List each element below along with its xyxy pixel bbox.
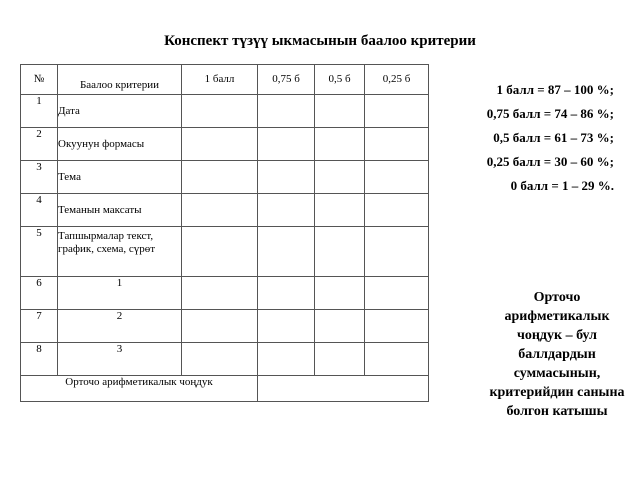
score-cell[interactable] (258, 227, 315, 277)
header-025-ball: 0,25 б (365, 65, 429, 95)
score-cell[interactable] (182, 128, 258, 161)
score-cell[interactable] (182, 227, 258, 277)
table-row (21, 95, 429, 128)
header-1-ball: 1 балл (182, 65, 258, 95)
score-cell[interactable] (365, 343, 429, 376)
score-scale (487, 78, 614, 198)
score-cell[interactable] (258, 194, 315, 227)
score-cell[interactable] (365, 161, 429, 194)
scale-line: 1 балл = 87 – 100 %; (496, 82, 614, 97)
table-row (21, 128, 429, 161)
average-label: Орточо арифметикалык чоңдук (21, 376, 258, 402)
score-cell[interactable] (315, 310, 365, 343)
row-num: 4 (21, 194, 58, 227)
average-row (21, 376, 429, 402)
header-075-ball: 0,75 б (258, 65, 315, 95)
row-num: 5 (21, 227, 58, 277)
score-cell[interactable] (258, 277, 315, 310)
score-cell[interactable] (365, 194, 429, 227)
row-num: 7 (21, 310, 58, 343)
score-cell[interactable] (315, 194, 365, 227)
scale-line: 0,5 балл = 61 – 73 %; (493, 130, 614, 145)
score-cell[interactable] (365, 128, 429, 161)
score-cell[interactable] (315, 161, 365, 194)
row-num: 6 (21, 277, 58, 310)
score-cell[interactable] (182, 310, 258, 343)
header-05-ball: 0,5 б (315, 65, 365, 95)
row-criteria: 3 (58, 343, 182, 376)
score-cell[interactable] (315, 128, 365, 161)
score-cell[interactable] (182, 194, 258, 227)
score-cell[interactable] (182, 95, 258, 128)
table-row (21, 343, 429, 376)
average-definition-note: Орточо арифметикалык чоңдук – бул баллдардын суммасынын, критерийдин санына болгон катышы (489, 290, 625, 419)
table-header-row (21, 65, 429, 95)
scale-line: 0,25 балл = 30 – 60 %; (486, 154, 614, 169)
score-cell[interactable] (315, 227, 365, 277)
score-cell[interactable] (182, 161, 258, 194)
table-row (21, 277, 429, 310)
row-num: 3 (21, 161, 58, 194)
table-row (21, 227, 429, 277)
score-cell[interactable] (258, 95, 315, 128)
page-title: Конспект түзүү ыкмасынын баалоо критерии (164, 33, 476, 49)
row-criteria: 1 (58, 277, 182, 310)
header-num: № (21, 65, 58, 95)
row-num: 8 (21, 343, 58, 376)
average-value-cell[interactable] (258, 376, 429, 402)
score-cell[interactable] (182, 277, 258, 310)
table-row (21, 310, 429, 343)
score-cell[interactable] (258, 128, 315, 161)
score-cell[interactable] (258, 343, 315, 376)
row-num: 1 (21, 95, 58, 128)
row-criteria: 2 (58, 310, 182, 343)
score-cell[interactable] (365, 277, 429, 310)
score-cell[interactable] (182, 343, 258, 376)
score-cell[interactable] (315, 95, 365, 128)
score-cell[interactable] (258, 161, 315, 194)
row-criteria: Дата (58, 95, 182, 128)
row-criteria: Тапшырмалар текст, график, схема, сүрөт (58, 227, 182, 277)
scale-line: 0,75 балл = 74 – 86 %; (486, 106, 614, 121)
score-cell[interactable] (365, 95, 429, 128)
row-criteria: Тема (58, 161, 182, 194)
table-row (21, 194, 429, 227)
criteria-table (20, 64, 429, 402)
header-criteria: Баалоо критерии (58, 65, 182, 95)
scale-line: 0 балл = 1 – 29 %. (510, 178, 614, 193)
row-num: 2 (21, 128, 58, 161)
table-row (21, 161, 429, 194)
score-cell[interactable] (365, 310, 429, 343)
score-cell[interactable] (258, 310, 315, 343)
score-cell[interactable] (315, 343, 365, 376)
row-criteria: Окуунун формасы (58, 128, 182, 161)
score-cell[interactable] (365, 227, 429, 277)
row-criteria: Теманын максаты (58, 194, 182, 227)
score-cell[interactable] (315, 277, 365, 310)
